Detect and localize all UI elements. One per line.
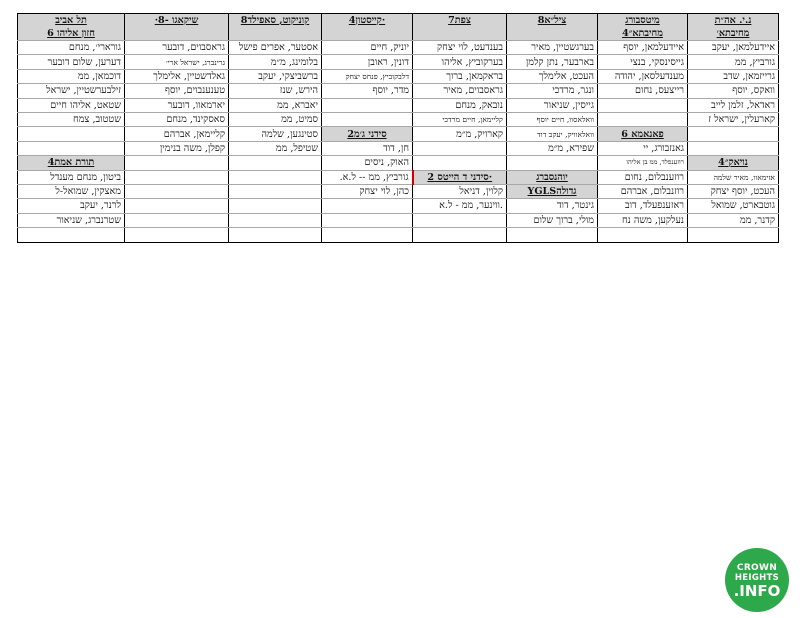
- name-cell: לרנר, יעקב: [18, 199, 125, 213]
- name-cell: מענדעלסאן, יהודה: [598, 69, 688, 83]
- name-cell: .ווינער, ממ - ל.א: [413, 199, 507, 213]
- name-cell: [125, 156, 229, 170]
- name-cell: [322, 199, 413, 213]
- name-cell: [598, 228, 688, 243]
- name-cell: זילבערשטיין, ישראל: [18, 84, 125, 98]
- name-cell: [229, 184, 322, 198]
- header-row: [18, 14, 779, 41]
- table-row: [18, 213, 779, 227]
- name-cell: [507, 156, 598, 170]
- name-cell: אזימאוו, מאיר שלמה: [688, 170, 779, 184]
- table-row: [18, 41, 779, 55]
- name-cell: וואקס, יוסף: [688, 84, 779, 98]
- name-cell: [125, 184, 229, 198]
- name-cell: העכט, יוסף יצחק: [688, 184, 779, 198]
- name-cell: יוניק, חיים: [322, 41, 413, 55]
- name-cell: קדנר, ממ: [688, 213, 779, 227]
- name-cell: [507, 228, 598, 243]
- name-cell: ראזענפעלד, דוב: [598, 199, 688, 213]
- name-cell: קליימאן, חיים מרדכי: [413, 112, 507, 126]
- name-cell: [322, 98, 413, 112]
- column-header-line: נ.י. אה״ת: [714, 15, 752, 26]
- column-header-line: ·קייסטון4: [348, 15, 386, 26]
- name-cell: [229, 213, 322, 227]
- table-row: [18, 199, 779, 213]
- name-cell: נעלקען, משה נח: [598, 213, 688, 227]
- table-row: [18, 156, 779, 170]
- name-cell: [125, 213, 229, 227]
- name-cell: קלוין, דניאל: [413, 184, 507, 198]
- name-cell: איידעלמאן, יוסף: [598, 41, 688, 55]
- name-cell: איידעלמאן, יעקב: [688, 41, 779, 55]
- name-cell: [18, 141, 125, 155]
- name-cell: גרינברג, ישראל ארי׳: [125, 55, 229, 69]
- name-cell: וואלאסוו, חיים יוסף: [507, 112, 598, 126]
- name-cell: קליימאן, אברהם: [125, 127, 229, 141]
- name-cell: האוק, ניסים: [322, 156, 413, 170]
- column-header-line: קוניקוט, סאפילד8: [240, 15, 310, 26]
- name-cell: אסטער, אפרים פישל: [229, 41, 322, 55]
- column-header: [229, 14, 322, 41]
- name-cell: [229, 170, 322, 184]
- name-cell: [413, 228, 507, 243]
- name-cell: שטרנברג, שניאור: [18, 213, 125, 227]
- name-cell: גורביץ, ממ -- ל.א.: [322, 170, 413, 184]
- name-cell: ביטון, מנחם מענדל: [18, 170, 125, 184]
- logo-line-3: .INFO: [733, 582, 781, 600]
- table-row: [18, 184, 779, 198]
- name-cell: מדר, יוסף: [322, 84, 413, 98]
- name-cell: ונגר, מרדכי: [507, 84, 598, 98]
- name-cell: גראסבוים, מאיר: [413, 84, 507, 98]
- name-cell: רוזענבלום, נחום: [598, 170, 688, 184]
- name-cell: שפירא, מ״מ: [507, 141, 598, 155]
- name-cell: רייצעס, נחום: [598, 84, 688, 98]
- name-cell: יאברא, ממ: [229, 98, 322, 112]
- name-cell: בארבער, נתן קלמן: [507, 55, 598, 69]
- name-cell: דונין, ראובן: [322, 55, 413, 69]
- column-header-line: תל אביב: [55, 15, 87, 26]
- name-cell: [18, 228, 125, 243]
- section-header-cell: גדולהYGLS: [507, 184, 598, 198]
- name-cell: [688, 228, 779, 243]
- name-cell: גרייזמאן, שדב: [688, 69, 779, 83]
- table-row: [18, 84, 779, 98]
- column-header: [322, 14, 413, 41]
- name-cell: סטינגען, שלמה: [229, 127, 322, 141]
- logo-line-2: HEIGHTS: [734, 573, 780, 583]
- name-cell: [125, 228, 229, 243]
- column-header-line: חזון אליהו 6: [47, 28, 95, 39]
- name-cell: [125, 199, 229, 213]
- section-header-cell: פאנאמא 6: [598, 127, 688, 141]
- name-cell: [125, 170, 229, 184]
- name-cell: סמיט, ממ: [229, 112, 322, 126]
- table-row: [18, 127, 779, 141]
- name-cell: [18, 127, 125, 141]
- name-cell: [688, 141, 779, 155]
- table-row: [18, 98, 779, 112]
- table-row: [18, 170, 779, 184]
- table-row: [18, 112, 779, 126]
- name-cell: חן, דוד: [322, 141, 413, 155]
- name-cell: שטטוב, צמח: [18, 112, 125, 126]
- name-cell: [413, 156, 507, 170]
- name-cell: גאנזבורג, יי: [598, 141, 688, 155]
- name-cell: נובאק, מנחם: [413, 98, 507, 112]
- section-header-cell: ·סידני ד הייטס 2: [413, 170, 507, 184]
- column-header: [688, 14, 779, 41]
- table-body: [18, 14, 779, 243]
- name-cell: גינטר, דוד: [507, 199, 598, 213]
- section-header-cell: יוהנסברג: [507, 170, 598, 184]
- name-cell: קארויק, מ״מ: [413, 127, 507, 141]
- name-cell: ברשביצקי, יעקב: [229, 69, 322, 83]
- column-header-line: ציל״א8: [537, 15, 567, 26]
- name-cell: סאסקינד, מנחם: [125, 112, 229, 126]
- name-cell: [322, 112, 413, 126]
- name-cell: מולי, ברוך שלום: [507, 213, 598, 227]
- name-cell: [413, 141, 507, 155]
- section-header-cell: סידני ג׳מ2: [322, 127, 413, 141]
- name-cell: העכט, אלימלך: [507, 69, 598, 83]
- schedule-table: [17, 13, 779, 243]
- name-cell: גאלדשטיין, אלימלך: [125, 69, 229, 83]
- name-cell: וואלאוויק, יעקב דוד: [507, 127, 598, 141]
- name-cell: גוטבארט, שמואל: [688, 199, 779, 213]
- section-header-cell: נויאק״4: [688, 156, 779, 170]
- name-cell: [598, 98, 688, 112]
- name-cell: הירש, שנז: [229, 84, 322, 98]
- name-cell: יארמאוו, דובער: [125, 98, 229, 112]
- name-cell: דוכמאן, ממ: [18, 69, 125, 83]
- table-row: [18, 55, 779, 69]
- name-cell: בלומינג, מ״מ: [229, 55, 322, 69]
- column-header-line: מחיבתא״4: [622, 28, 663, 39]
- name-cell: [413, 213, 507, 227]
- name-cell: טענענבוים, יוסף: [125, 84, 229, 98]
- crownheights-logo: [725, 548, 789, 612]
- name-cell: בערקוביץ, אליהו: [413, 55, 507, 69]
- name-cell: בענדעט, לוי יצחק: [413, 41, 507, 55]
- column-header: [125, 14, 229, 41]
- name-cell: גורביץ, ממ: [688, 55, 779, 69]
- column-header-line: מחיבתא׳: [716, 28, 750, 39]
- name-cell: בערגשטיין, מאיר: [507, 41, 598, 55]
- name-cell: קפלן, משה בנימין: [125, 141, 229, 155]
- name-cell: בראקמאן, ברוך: [413, 69, 507, 83]
- name-cell: [322, 213, 413, 227]
- name-cell: ראדאל, זלמן לייב: [688, 98, 779, 112]
- name-cell: מאצקין, שמואל-ל: [18, 184, 125, 198]
- section-header-cell: תורת אמת4: [18, 156, 125, 170]
- name-cell: גראסבוים, דובער: [125, 41, 229, 55]
- name-cell: [598, 112, 688, 126]
- name-cell: [322, 228, 413, 243]
- name-cell: שטאט, אליהו חיים: [18, 98, 125, 112]
- table-row: [18, 228, 779, 243]
- column-header-line: מיטסבורג: [625, 15, 660, 26]
- name-cell: גורארי׳, מנחם: [18, 41, 125, 55]
- name-cell: [688, 127, 779, 141]
- name-cell: רוזנבלום, אברהם: [598, 184, 688, 198]
- name-cell: כהן, לוי יצחק: [322, 184, 413, 198]
- name-cell: גייסין, שניאור: [507, 98, 598, 112]
- table-row: [18, 69, 779, 83]
- column-header-line: שיקאגו -8·: [154, 15, 199, 26]
- name-cell: רוזענפלד, ממ בן אליהו: [598, 156, 688, 170]
- name-cell: [229, 156, 322, 170]
- name-cell: דלבקוביץ, פנחס יצחק: [322, 69, 413, 83]
- name-cell: [229, 199, 322, 213]
- name-cell: קארעלין, ישראל ז: [688, 112, 779, 126]
- name-cell: [229, 228, 322, 243]
- name-cell: גייסינסקי, בנצי: [598, 55, 688, 69]
- logo-line-1: CROWN: [736, 563, 778, 573]
- column-header: [413, 14, 507, 41]
- name-cell: שטיפל, ממ: [229, 141, 322, 155]
- column-header: [18, 14, 125, 41]
- column-header-line: צפת7: [448, 15, 471, 26]
- column-header: [507, 14, 598, 41]
- table-row: [18, 141, 779, 155]
- name-cell: דערען, שלום דובער: [18, 55, 125, 69]
- column-header: [598, 14, 688, 41]
